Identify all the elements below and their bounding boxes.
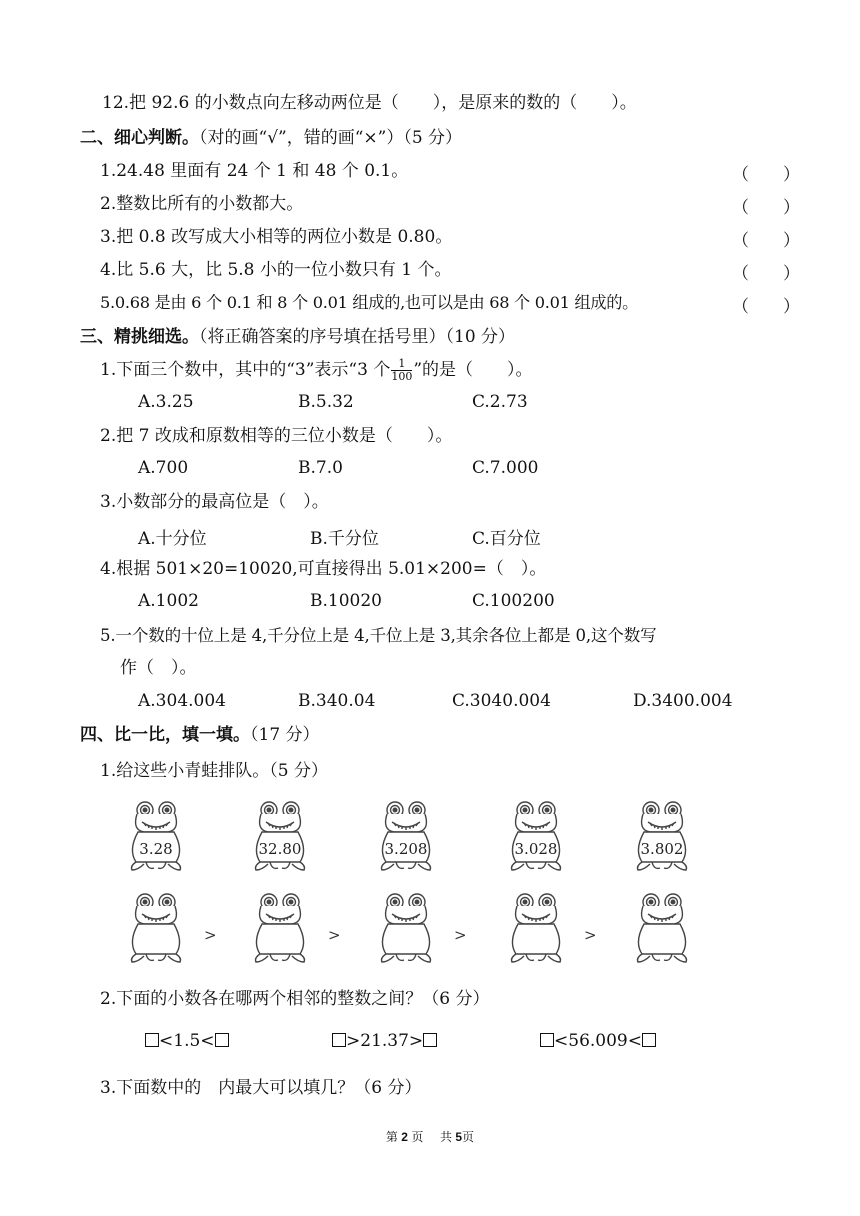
section-4-note: （17 分）	[250, 725, 320, 745]
frog-with-number	[504, 800, 568, 872]
decimal-value: 1.5	[173, 1031, 201, 1051]
frog-number: 3.208	[384, 840, 428, 858]
op-greater: >	[408, 1031, 424, 1051]
q5-option-d[interactable]: D.3400.004	[633, 691, 733, 711]
frog-number: 3.028	[514, 840, 558, 858]
page-footer	[0, 1128, 860, 1145]
greater-than-sign: >	[328, 926, 341, 944]
frog-number: 32.80	[258, 840, 302, 858]
footer-total-suffix: 页	[462, 1130, 475, 1144]
between-item-3	[540, 1030, 656, 1052]
section-2-title: 二、细心判断。	[80, 128, 199, 148]
fraction-denominator: 100	[391, 370, 413, 383]
choice-question-1	[100, 358, 533, 383]
question-12: 12.把 92.6 的小数点向左移动两位是（ ），是原来的数的（ ）。	[102, 93, 637, 113]
decimal-value: 21.37	[360, 1031, 409, 1051]
frog-blank[interactable]	[504, 892, 568, 964]
judge-item-2: 2.整数比所有的小数都大。	[100, 194, 304, 214]
choice-question-5-line-2: 作（ ）。	[120, 658, 197, 678]
op-less: <	[159, 1031, 174, 1051]
answer-box[interactable]	[215, 1033, 229, 1047]
footer-total-number: 5	[455, 1130, 463, 1144]
q3-option-c[interactable]: C.百分位	[472, 529, 541, 549]
q1-option-c[interactable]: C.2.73	[472, 392, 528, 412]
answer-box[interactable]	[540, 1033, 554, 1047]
op-less: <	[627, 1031, 642, 1051]
op-less: <	[200, 1031, 215, 1051]
answer-box[interactable]	[423, 1033, 437, 1047]
judge-item-5: 5.0.68 是由 6 个 0.1 和 8 个 0.01 组成的,也可以是由 68 个 0.01 组成的。	[100, 293, 639, 312]
q1-option-a[interactable]: A.3.25	[138, 392, 194, 412]
choice-question-2: 2.把 7 改成和原数相等的三位小数是（ ）。	[100, 426, 453, 446]
q2-option-c[interactable]: C.7.000	[472, 458, 539, 478]
frog-blank[interactable]	[124, 892, 188, 964]
q2-option-a[interactable]: A.700	[138, 458, 189, 478]
judge-item-3: 3.把 0.8 改写成大小相等的两位小数是 0.80。	[100, 227, 453, 247]
q3-option-b[interactable]: B.千分位	[310, 529, 379, 549]
section-4-heading	[80, 724, 320, 746]
fill-question-2: 2.下面的小数各在哪两个相邻的整数之间？（6 分）	[100, 989, 490, 1009]
judge-item-4: 4.比 5.6 大，比 5.8 小的一位小数只有 1 个。	[100, 260, 452, 280]
answer-box[interactable]	[642, 1033, 656, 1047]
footer-page-suffix: 页	[411, 1130, 424, 1144]
q5-option-b[interactable]: B.340.04	[298, 691, 376, 711]
frog-with-number	[630, 800, 694, 872]
answer-box[interactable]	[332, 1033, 346, 1047]
choice-question-4: 4.根据 501×20=10020,可直接得出 5.01×200=（ ）。	[100, 559, 547, 579]
answer-paren-4[interactable]: （ ）	[732, 264, 800, 284]
op-less: <	[554, 1031, 569, 1051]
section-2-heading	[80, 127, 462, 149]
frog-blank[interactable]	[374, 892, 438, 964]
greater-than-sign: >	[204, 926, 217, 944]
between-item-2	[332, 1030, 437, 1052]
choice-question-3: 3.小数部分的最高位是（ ）。	[100, 492, 329, 512]
fill-question-3: 3.下面数中的 内最大可以填几？（6 分）	[100, 1078, 422, 1098]
answer-paren-3[interactable]: （ ）	[732, 231, 800, 251]
frog-blank[interactable]	[630, 892, 694, 964]
frog-with-number	[374, 800, 438, 872]
fraction-numerator: 1	[391, 358, 412, 371]
q4-option-c[interactable]: C.100200	[472, 591, 555, 611]
answer-paren-5[interactable]: （ ）	[732, 297, 800, 317]
frog-with-number	[124, 800, 188, 872]
q1-text-pre: 1.下面三个数中，其中的“3”表示“3 个	[100, 360, 391, 380]
section-3-heading	[80, 326, 515, 348]
frog-number: 3.28	[139, 840, 173, 858]
section-3-title: 三、精挑细选。	[80, 327, 199, 347]
decimal-value: 56.009	[568, 1031, 628, 1051]
section-3-note: （将正确答案的序号填在括号里）（10 分）	[199, 327, 516, 347]
q1-text-post: ”的是（ ）。	[413, 360, 533, 380]
greater-than-sign: >	[584, 926, 597, 944]
section-2-note: （对的画“√”，错的画“×”）（5 分）	[199, 128, 463, 148]
q4-option-b[interactable]: B.10020	[310, 591, 382, 611]
between-item-1	[145, 1030, 229, 1052]
footer-total-prefix: 共	[440, 1130, 453, 1144]
footer-page-number: 2	[401, 1130, 408, 1144]
answer-paren-1[interactable]: （ ）	[732, 165, 800, 185]
frog-blank[interactable]	[248, 892, 312, 964]
q1-option-b[interactable]: B.5.32	[298, 392, 354, 412]
frog-with-number	[248, 800, 312, 872]
q4-option-a[interactable]: A.1002	[138, 591, 199, 611]
fraction-one-hundredth	[391, 358, 412, 383]
section-4-title: 四、比一比，填一填。	[80, 725, 250, 745]
answer-box[interactable]	[145, 1033, 159, 1047]
q3-option-a[interactable]: A.十分位	[138, 529, 207, 549]
judge-item-1: 1.24.48 里面有 24 个 1 和 48 个 0.1。	[100, 161, 409, 181]
greater-than-sign: >	[454, 926, 467, 944]
frog-number: 3.802	[640, 840, 684, 858]
choice-question-5-line-1: 5.一个数的十位上是 4,千分位上是 4,千位上是 3,其余各位上都是 0,这个数写	[100, 626, 657, 645]
footer-page-prefix: 第	[385, 1130, 398, 1144]
fill-question-1: 1.给这些小青蛙排队。（5 分）	[100, 761, 328, 781]
q5-option-c[interactable]: C.3040.004	[452, 691, 551, 711]
answer-paren-2[interactable]: （ ）	[732, 198, 800, 218]
q2-option-b[interactable]: B.7.0	[298, 458, 343, 478]
op-greater: >	[346, 1031, 361, 1051]
q5-option-a[interactable]: A.304.004	[138, 691, 226, 711]
